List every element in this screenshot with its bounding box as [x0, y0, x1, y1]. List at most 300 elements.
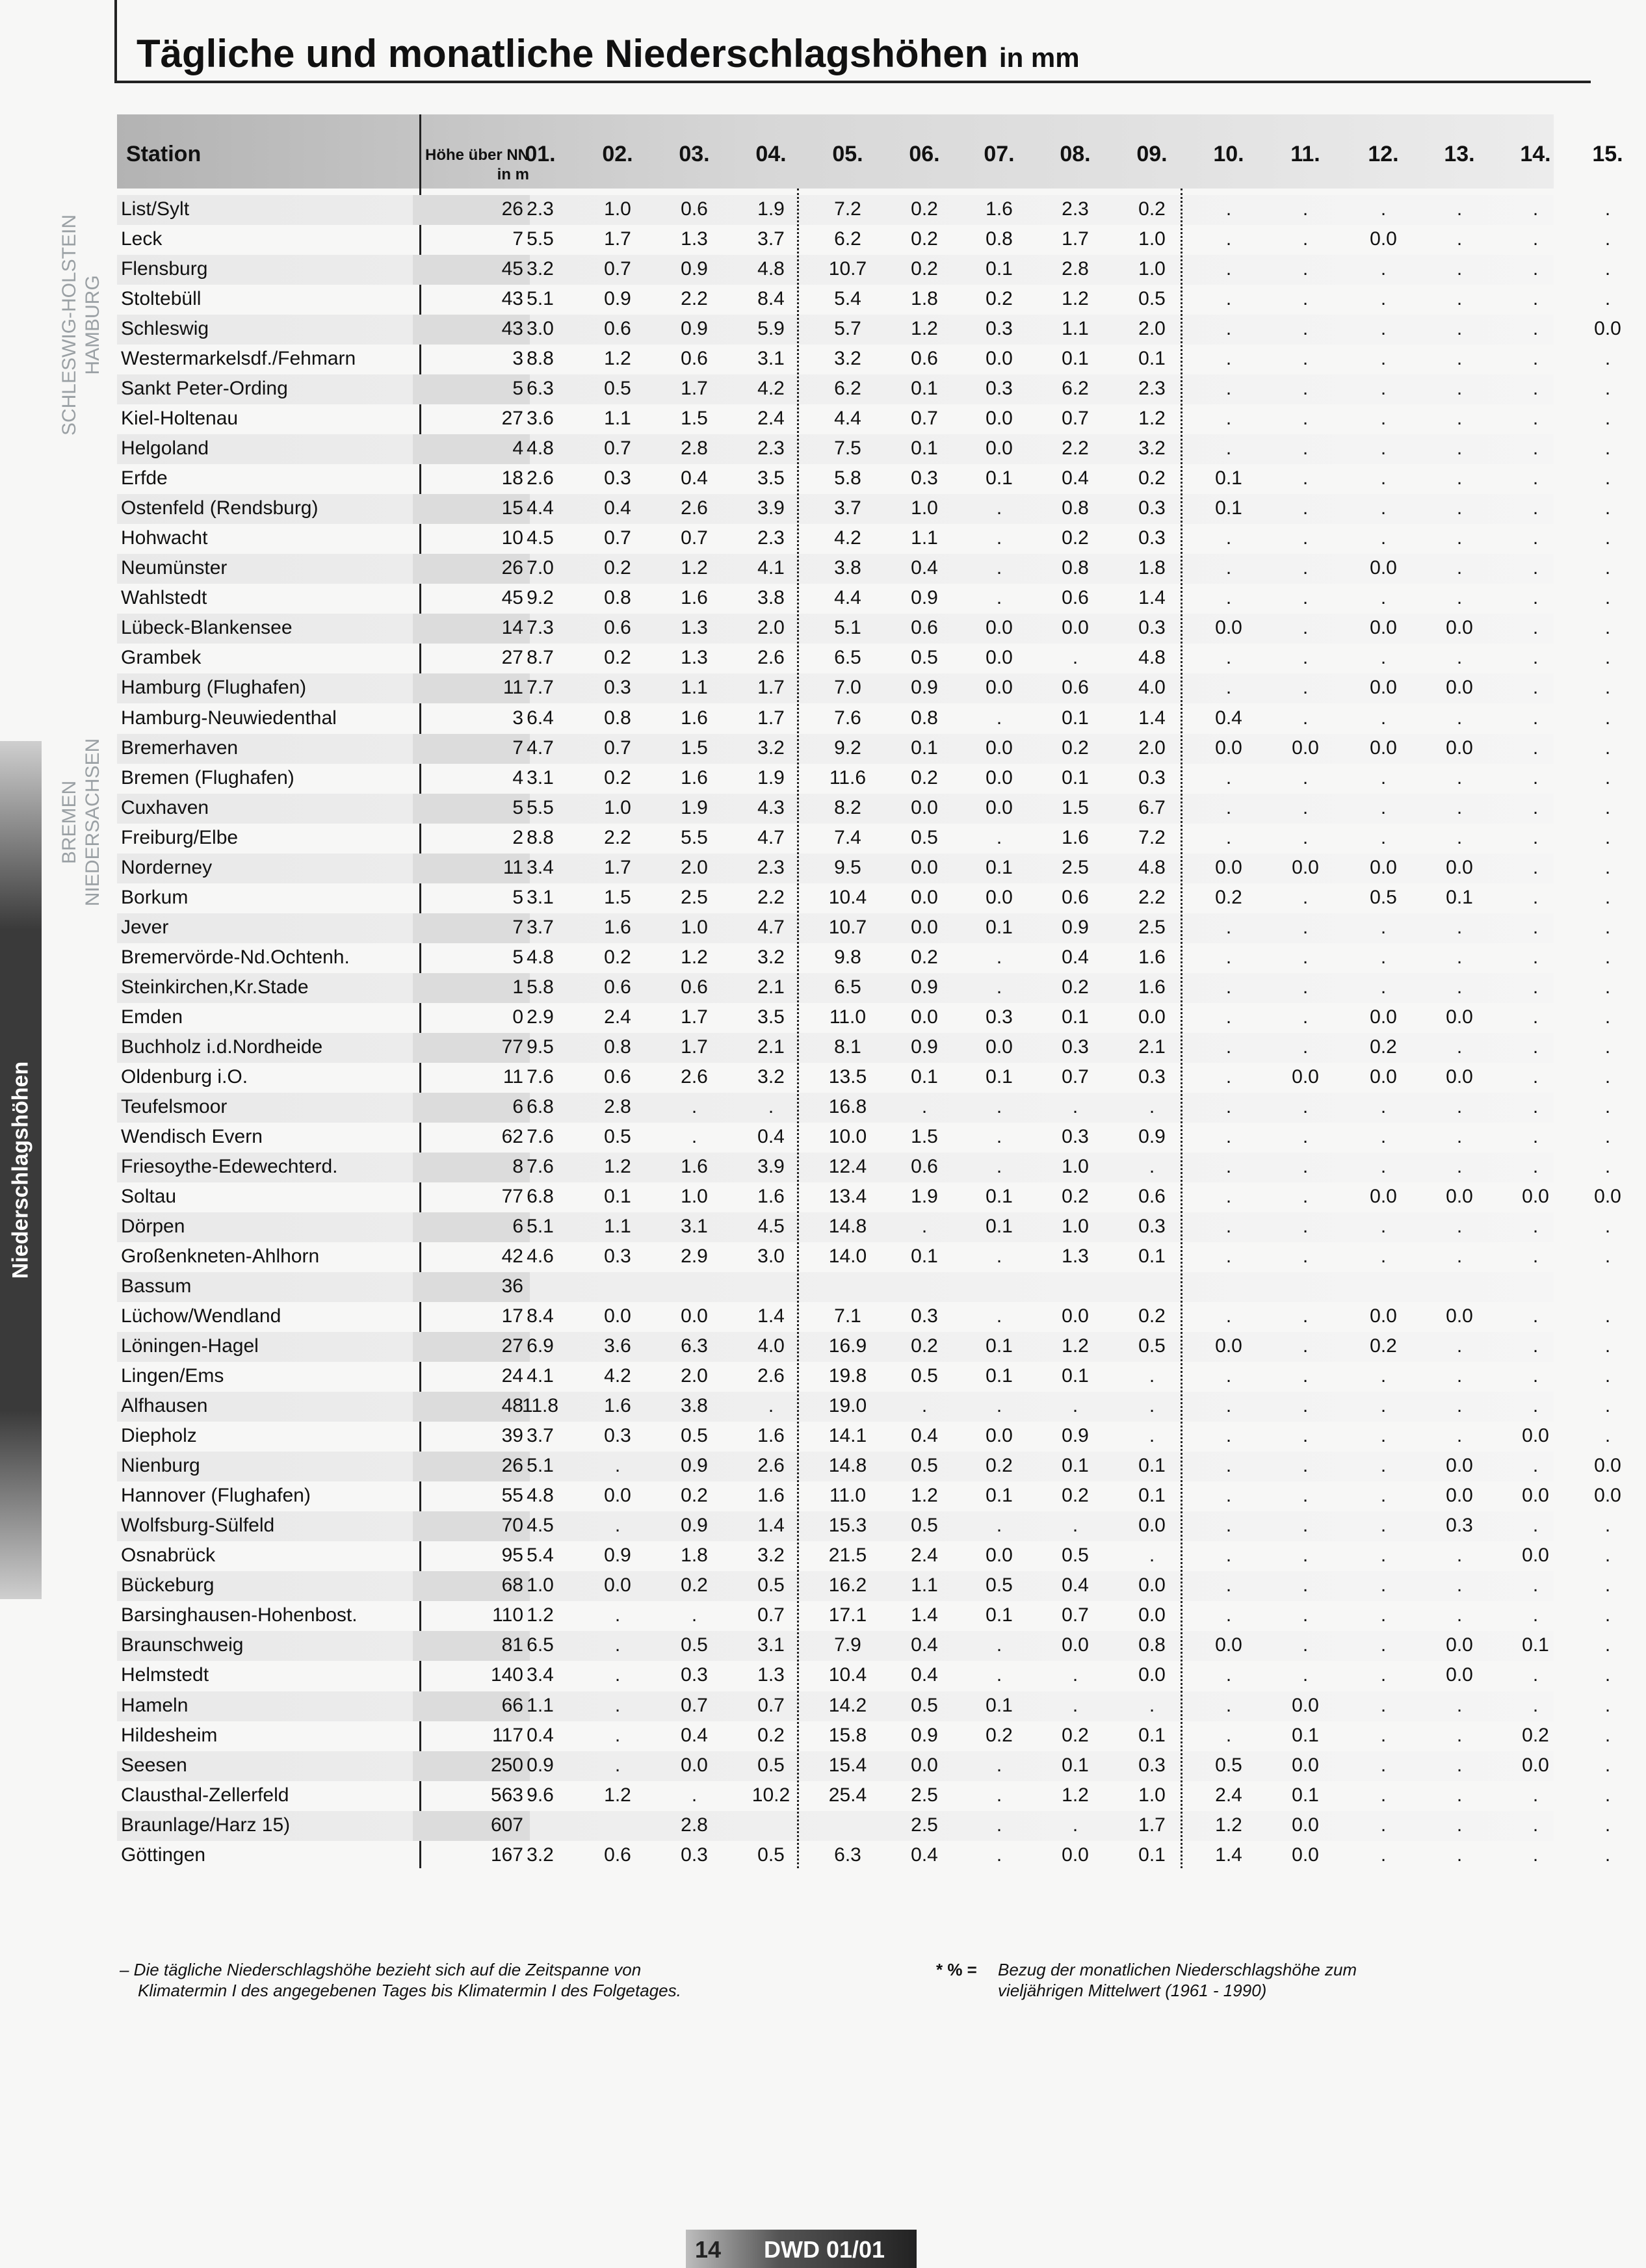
precip-value: 2.5 — [1062, 856, 1089, 878]
precip-value: 0.2 — [911, 228, 938, 250]
day-column-header: 14. — [1520, 142, 1551, 166]
station-height: 5 — [512, 946, 523, 968]
precip-value: 0.1 — [986, 1185, 1013, 1207]
precip-value: . — [1302, 1305, 1309, 1327]
precip-value: . — [1380, 1604, 1387, 1626]
precip-value: 5.9 — [757, 318, 785, 340]
precip-value: 0.5 — [911, 826, 938, 848]
station-height: 8 — [512, 1155, 523, 1177]
precip-value: 0.0 — [1446, 1634, 1473, 1656]
precip-value: . — [1302, 1515, 1309, 1537]
station-height: 43 — [501, 318, 523, 340]
precip-value: . — [996, 557, 1002, 579]
precip-value: 2.1 — [757, 976, 785, 998]
precip-value: 0.0 — [1138, 1664, 1166, 1686]
precip-value: 7.3 — [527, 617, 554, 639]
station-height: 66 — [501, 1694, 523, 1716]
precip-value: 0.0 — [1522, 1545, 1549, 1567]
precip-value: 0.0 — [1370, 1305, 1397, 1327]
precip-value: 0.0 — [1446, 1455, 1473, 1477]
footnote-left — [120, 1959, 681, 2001]
precip-value: . — [1532, 1515, 1539, 1537]
precip-value: 0.3 — [1138, 766, 1166, 789]
precip-value: 1.9 — [757, 766, 785, 789]
precip-value: . — [1604, 647, 1611, 669]
precip-value: 0.3 — [911, 467, 938, 489]
region-label-niedersachsen — [58, 738, 105, 906]
precip-value: . — [1532, 1125, 1539, 1147]
precip-value: 0.2 — [1138, 1305, 1166, 1327]
precip-value: 1.2 — [681, 557, 708, 579]
precip-value: 0.0 — [1138, 1006, 1166, 1028]
precip-value: 0.0 — [1370, 557, 1397, 579]
station-height: 77 — [501, 1185, 523, 1207]
precip-value: . — [1604, 437, 1611, 460]
precip-value: . — [1225, 946, 1232, 968]
precip-value: . — [996, 1754, 1002, 1776]
precip-value: . — [996, 1155, 1002, 1177]
precip-value: 4.1 — [757, 557, 785, 579]
precip-value: 3.2 — [527, 258, 554, 280]
precip-value: 0.1 — [986, 1694, 1013, 1716]
precip-value: 2.2 — [604, 826, 631, 848]
station-name: Ostenfeld (Rendsburg) — [121, 497, 319, 519]
precip-value: 0.4 — [527, 1724, 554, 1746]
precip-value: 0.3 — [1062, 1125, 1089, 1147]
precip-value: 1.7 — [681, 378, 708, 400]
precip-value: . — [996, 1814, 1002, 1836]
day-column-header: 07. — [984, 142, 1015, 166]
precip-value: . — [996, 1395, 1002, 1417]
station-height: 110 — [492, 1604, 523, 1626]
precip-value: 1.4 — [911, 1604, 938, 1626]
precip-value: 1.6 — [757, 1185, 785, 1207]
precip-value: 0.2 — [911, 258, 938, 280]
precip-value: . — [1302, 1216, 1309, 1238]
precip-value: 1.2 — [1062, 1784, 1089, 1806]
precip-value: . — [1604, 1006, 1611, 1028]
table-row — [117, 614, 1611, 644]
precip-value: 0.9 — [681, 1455, 708, 1477]
precip-value: 16.9 — [828, 1335, 867, 1357]
precip-value: 3.8 — [757, 587, 785, 609]
table-row — [117, 494, 1611, 524]
table-row — [117, 345, 1611, 374]
day-column-header: 15. — [1592, 142, 1623, 166]
table-row — [117, 1182, 1621, 1212]
precip-value: . — [1456, 467, 1463, 489]
precip-value: 0.6 — [1138, 1185, 1166, 1207]
precip-value: 0.0 — [986, 408, 1013, 430]
height-header-line2: in m — [497, 166, 529, 183]
station-height: 3 — [512, 348, 523, 370]
precip-value: . — [1532, 437, 1539, 460]
precip-value: 0.2 — [1062, 527, 1089, 549]
precip-value: . — [1456, 1545, 1463, 1567]
precip-value: . — [1380, 1425, 1387, 1447]
precip-value: . — [996, 826, 1002, 848]
precip-value: . — [1532, 408, 1539, 430]
precip-value: 6.9 — [527, 1335, 554, 1357]
precip-value: . — [1456, 318, 1463, 340]
precip-value: . — [996, 976, 1002, 998]
precip-value: 2.6 — [757, 1365, 785, 1387]
table-row — [117, 1003, 1611, 1033]
precip-value: 8.1 — [834, 1036, 861, 1058]
precip-value: 0.3 — [986, 378, 1013, 400]
day-column-header: 12. — [1368, 142, 1399, 166]
precip-value: . — [1225, 228, 1232, 250]
precip-value: 2.2 — [757, 886, 785, 908]
precip-value: 0.2 — [757, 1724, 785, 1746]
station-name: Westermarkelsdf./Fehmarn — [121, 348, 356, 370]
precip-value: . — [1456, 1095, 1463, 1117]
precip-value: . — [1532, 796, 1539, 818]
precip-value: 0.3 — [911, 1305, 938, 1327]
precip-value: . — [1532, 617, 1539, 639]
precip-value: 0.0 — [1594, 1485, 1621, 1507]
precip-value: . — [1302, 348, 1309, 370]
precip-value: 4.6 — [527, 1245, 554, 1268]
precip-value: 5.5 — [681, 826, 708, 848]
precip-value: 0.0 — [1138, 1515, 1166, 1537]
precip-value: 21.5 — [828, 1545, 867, 1567]
precip-value: 4.3 — [757, 796, 785, 818]
precip-value: 1.1 — [527, 1694, 554, 1716]
precip-value: . — [1532, 1065, 1539, 1088]
table-row — [117, 464, 1611, 494]
precip-value: . — [1380, 707, 1387, 729]
precip-value: 0.9 — [681, 258, 708, 280]
precip-value: 2.6 — [757, 647, 785, 669]
precip-value: 2.6 — [681, 1065, 708, 1088]
precip-value: 5.5 — [527, 228, 554, 250]
station-height: 48 — [501, 1395, 523, 1417]
precip-value: . — [1225, 1515, 1232, 1537]
page-title — [137, 31, 1080, 76]
precip-value: 0.9 — [604, 1545, 631, 1567]
station-name: Helgoland — [121, 437, 209, 460]
precip-value: 0.0 — [1292, 856, 1319, 878]
precip-value: 6.5 — [834, 647, 861, 669]
precip-value: 0.2 — [911, 766, 938, 789]
precip-value: 0.0 — [1292, 736, 1319, 759]
station-height: 68 — [501, 1574, 523, 1597]
precip-value: 7.9 — [834, 1634, 861, 1656]
table-row — [117, 1751, 1611, 1781]
station-height: 11 — [503, 856, 523, 878]
precip-value: 7.5 — [834, 437, 861, 460]
precip-value: 7.7 — [527, 677, 554, 699]
precip-value: . — [1532, 348, 1539, 370]
precip-value: 0.0 — [1446, 736, 1473, 759]
precip-value: 7.0 — [834, 677, 861, 699]
precip-value: . — [1456, 647, 1463, 669]
precip-value: . — [1604, 497, 1611, 519]
precip-value: . — [1380, 1365, 1387, 1387]
precip-value: . — [1380, 258, 1387, 280]
precip-value: . — [1532, 1245, 1539, 1268]
station-name: Neumünster — [121, 557, 228, 579]
precip-value: 0.0 — [1594, 1185, 1621, 1207]
precip-value: . — [1532, 1604, 1539, 1626]
precip-value: 1.9 — [757, 198, 785, 220]
precip-value: 0.0 — [986, 617, 1013, 639]
precip-value: 15.8 — [828, 1724, 867, 1746]
precip-value: 6.5 — [834, 976, 861, 998]
precip-value: . — [1456, 1784, 1463, 1806]
precip-value: 0.1 — [1062, 1754, 1089, 1776]
precip-value: . — [1456, 587, 1463, 609]
precip-value: 4.0 — [1138, 677, 1166, 699]
precip-value: . — [1604, 1724, 1611, 1746]
precip-value: . — [996, 1245, 1002, 1268]
precip-value: 2.4 — [911, 1545, 938, 1567]
precip-value: . — [1456, 437, 1463, 460]
precip-value: 1.5 — [911, 1125, 938, 1147]
precip-value: . — [1380, 1814, 1387, 1836]
precip-value: . — [1456, 1216, 1463, 1238]
table-row — [117, 554, 1611, 584]
precip-value: 2.5 — [911, 1814, 938, 1836]
station-name: Teufelsmoor — [121, 1095, 228, 1117]
precip-value: . — [1456, 1155, 1463, 1177]
precip-value: 4.8 — [1138, 647, 1166, 669]
precip-value: 1.0 — [527, 1574, 554, 1597]
precip-value: 0.1 — [1062, 1006, 1089, 1028]
precip-value: . — [1456, 1844, 1463, 1866]
footnote-right-line2: vieljährigen Mittelwert (1961 - 1990) — [998, 1981, 1267, 2000]
precip-value: . — [1604, 198, 1611, 220]
precip-value: . — [1532, 1395, 1539, 1417]
precip-value: . — [1225, 1155, 1232, 1177]
precip-value: . — [1225, 437, 1232, 460]
station-name: Friesoythe-Edewechterd. — [121, 1155, 338, 1177]
precip-value: 6.3 — [681, 1335, 708, 1357]
precip-value: 6.2 — [834, 378, 861, 400]
precip-value: . — [1149, 1395, 1155, 1417]
precip-value: . — [1532, 1574, 1539, 1597]
precip-value: 0.0 — [681, 1305, 708, 1327]
precip-value: 0.0 — [986, 796, 1013, 818]
station-name: Diepholz — [121, 1425, 197, 1447]
precip-value: 0.9 — [1062, 1425, 1089, 1447]
precip-value: . — [1532, 1455, 1539, 1477]
precip-value: . — [1604, 1036, 1611, 1058]
precip-value: . — [691, 1784, 698, 1806]
precip-value: 0.8 — [1138, 1634, 1166, 1656]
precip-value: 4.8 — [1138, 856, 1166, 878]
precip-value: . — [1604, 1604, 1611, 1626]
precip-value: . — [1456, 976, 1463, 998]
precip-value: . — [1604, 826, 1611, 848]
precip-value: 0.3 — [986, 318, 1013, 340]
precip-value: . — [996, 1664, 1002, 1686]
precip-value: 2.3 — [757, 527, 785, 549]
precip-value: 1.5 — [1062, 796, 1089, 818]
precip-value: 0.7 — [604, 258, 631, 280]
precip-value: 0.0 — [986, 736, 1013, 759]
precip-value: 14.2 — [828, 1694, 867, 1716]
precip-value: 2.2 — [1062, 437, 1089, 460]
precip-value: 1.4 — [757, 1515, 785, 1537]
table-row — [117, 1541, 1611, 1571]
precip-value: 8.8 — [527, 348, 554, 370]
precip-value: . — [1225, 1664, 1232, 1686]
precip-value: 0.7 — [757, 1694, 785, 1716]
precip-value: 1.8 — [1138, 557, 1166, 579]
precip-value: 4.5 — [527, 1515, 554, 1537]
precip-value: . — [1302, 1634, 1309, 1656]
precip-value: . — [1604, 1305, 1611, 1327]
table-row — [117, 913, 1611, 943]
precip-value: . — [1302, 617, 1309, 639]
precip-value: . — [1532, 1095, 1539, 1117]
precip-value: . — [1604, 378, 1611, 400]
precip-value: 9.2 — [527, 587, 554, 609]
precip-value: 2.4 — [1215, 1784, 1242, 1806]
precip-value: . — [1302, 408, 1309, 430]
table-row — [117, 1153, 1611, 1182]
precip-value: . — [1604, 1784, 1611, 1806]
precip-value: . — [1456, 916, 1463, 938]
precip-value: . — [1456, 497, 1463, 519]
precip-value: . — [1532, 916, 1539, 938]
precip-value: 0.6 — [604, 1844, 631, 1866]
precip-value: 2.0 — [1138, 736, 1166, 759]
station-height: 250 — [490, 1754, 523, 1776]
precip-value: 0.2 — [1370, 1036, 1397, 1058]
precip-value: . — [1225, 677, 1232, 699]
precip-value: . — [1456, 1574, 1463, 1597]
precip-value: . — [1532, 1664, 1539, 1686]
region-label-line1: BREMEN — [59, 780, 80, 865]
precip-value: . — [1380, 1125, 1387, 1147]
precip-value: . — [1302, 1664, 1309, 1686]
precip-value: 0.0 — [1062, 617, 1089, 639]
precip-value: . — [1302, 1095, 1309, 1117]
station-name: Flensburg — [121, 258, 208, 280]
side-tab-label: Niederschlagshöhen — [8, 1061, 33, 1279]
precip-value: . — [1532, 1155, 1539, 1177]
station-name: Hamburg (Flughafen) — [121, 677, 307, 699]
precip-value: 8.7 — [527, 647, 554, 669]
precip-value: . — [1604, 1425, 1611, 1447]
precip-value: . — [1604, 617, 1611, 639]
precip-value: 1.3 — [681, 228, 708, 250]
precip-value: . — [1302, 766, 1309, 789]
precip-value: 0.0 — [1062, 1634, 1089, 1656]
precip-value: . — [1149, 1365, 1155, 1387]
precip-value: . — [1456, 826, 1463, 848]
precip-value: 1.2 — [1062, 1335, 1089, 1357]
precip-value: 1.5 — [681, 408, 708, 430]
precip-value: 0.4 — [911, 557, 938, 579]
station-name: Emden — [121, 1006, 183, 1028]
precip-value: 2.2 — [681, 288, 708, 310]
precip-value: 0.9 — [911, 677, 938, 699]
precip-value: 0.0 — [986, 348, 1013, 370]
precip-value: . — [1380, 1515, 1387, 1537]
precip-value: 6.2 — [834, 228, 861, 250]
day-column-header: 05. — [832, 142, 863, 166]
table-row — [117, 1841, 1611, 1871]
precip-value: . — [1380, 587, 1387, 609]
precip-value: 2.2 — [1138, 886, 1166, 908]
precip-value: 3.8 — [681, 1395, 708, 1417]
precip-value: 2.9 — [527, 1006, 554, 1028]
precip-value: . — [1604, 1754, 1611, 1776]
table-row — [117, 255, 1611, 285]
precip-value: . — [1302, 467, 1309, 489]
precip-value: 0.3 — [986, 1006, 1013, 1028]
precip-value: 0.4 — [681, 1724, 708, 1746]
precip-value: . — [1456, 1036, 1463, 1058]
precip-value: 0.1 — [911, 1245, 938, 1268]
table-row — [117, 973, 1611, 1003]
precip-value: 2.5 — [681, 886, 708, 908]
precip-value: 0.4 — [911, 1664, 938, 1686]
precip-value: . — [1380, 408, 1387, 430]
precip-value: . — [1532, 766, 1539, 789]
precip-value: . — [1604, 1664, 1611, 1686]
precip-value: 0.7 — [604, 736, 631, 759]
precip-value: 0.2 — [1062, 1185, 1089, 1207]
station-height: 11 — [503, 677, 523, 699]
precip-value: 0.2 — [1215, 886, 1242, 908]
precip-value: . — [1456, 946, 1463, 968]
station-height: 70 — [501, 1515, 523, 1537]
precip-value: 0.0 — [1522, 1754, 1549, 1776]
precip-value: 0.0 — [1292, 1065, 1319, 1088]
precip-value: . — [1225, 1425, 1232, 1447]
precip-value: 0.5 — [911, 1694, 938, 1716]
precip-value: . — [1456, 1395, 1463, 1417]
precip-value: . — [1532, 1694, 1539, 1716]
precip-value: 1.2 — [604, 1155, 631, 1177]
precip-value: . — [1456, 527, 1463, 549]
precip-value: . — [1072, 1095, 1078, 1117]
precip-value: . — [1302, 228, 1309, 250]
precip-value: 0.5 — [681, 1634, 708, 1656]
precip-value: 0.1 — [911, 378, 938, 400]
precip-value: 0.6 — [604, 976, 631, 998]
precip-value: 0.0 — [911, 856, 938, 878]
precip-value: 0.4 — [1215, 707, 1242, 729]
precip-value: 0.0 — [1370, 1065, 1397, 1088]
table-row — [117, 734, 1611, 764]
precip-value: 0.0 — [1292, 1844, 1319, 1866]
precip-value: 0.0 — [986, 677, 1013, 699]
precip-value: 0.1 — [1292, 1724, 1319, 1746]
precip-value: . — [1380, 1664, 1387, 1686]
precip-value: 19.8 — [828, 1365, 867, 1387]
day-column-header: 06. — [909, 142, 940, 166]
precip-value: 3.8 — [834, 557, 861, 579]
precip-value: 1.0 — [604, 796, 631, 818]
precip-value: . — [1302, 1395, 1309, 1417]
precip-value: 0.1 — [986, 1604, 1013, 1626]
precip-value: . — [614, 1664, 621, 1686]
precip-value: 8.4 — [527, 1305, 554, 1327]
precip-value: 3.7 — [834, 497, 861, 519]
precip-value: 0.3 — [1138, 1754, 1166, 1776]
precip-value: 6.8 — [527, 1095, 554, 1117]
precip-value: 1.0 — [1062, 1155, 1089, 1177]
station-name: Wolfsburg-Sülfeld — [121, 1515, 275, 1537]
precip-value: . — [1604, 1814, 1611, 1836]
precip-value: . — [996, 707, 1002, 729]
